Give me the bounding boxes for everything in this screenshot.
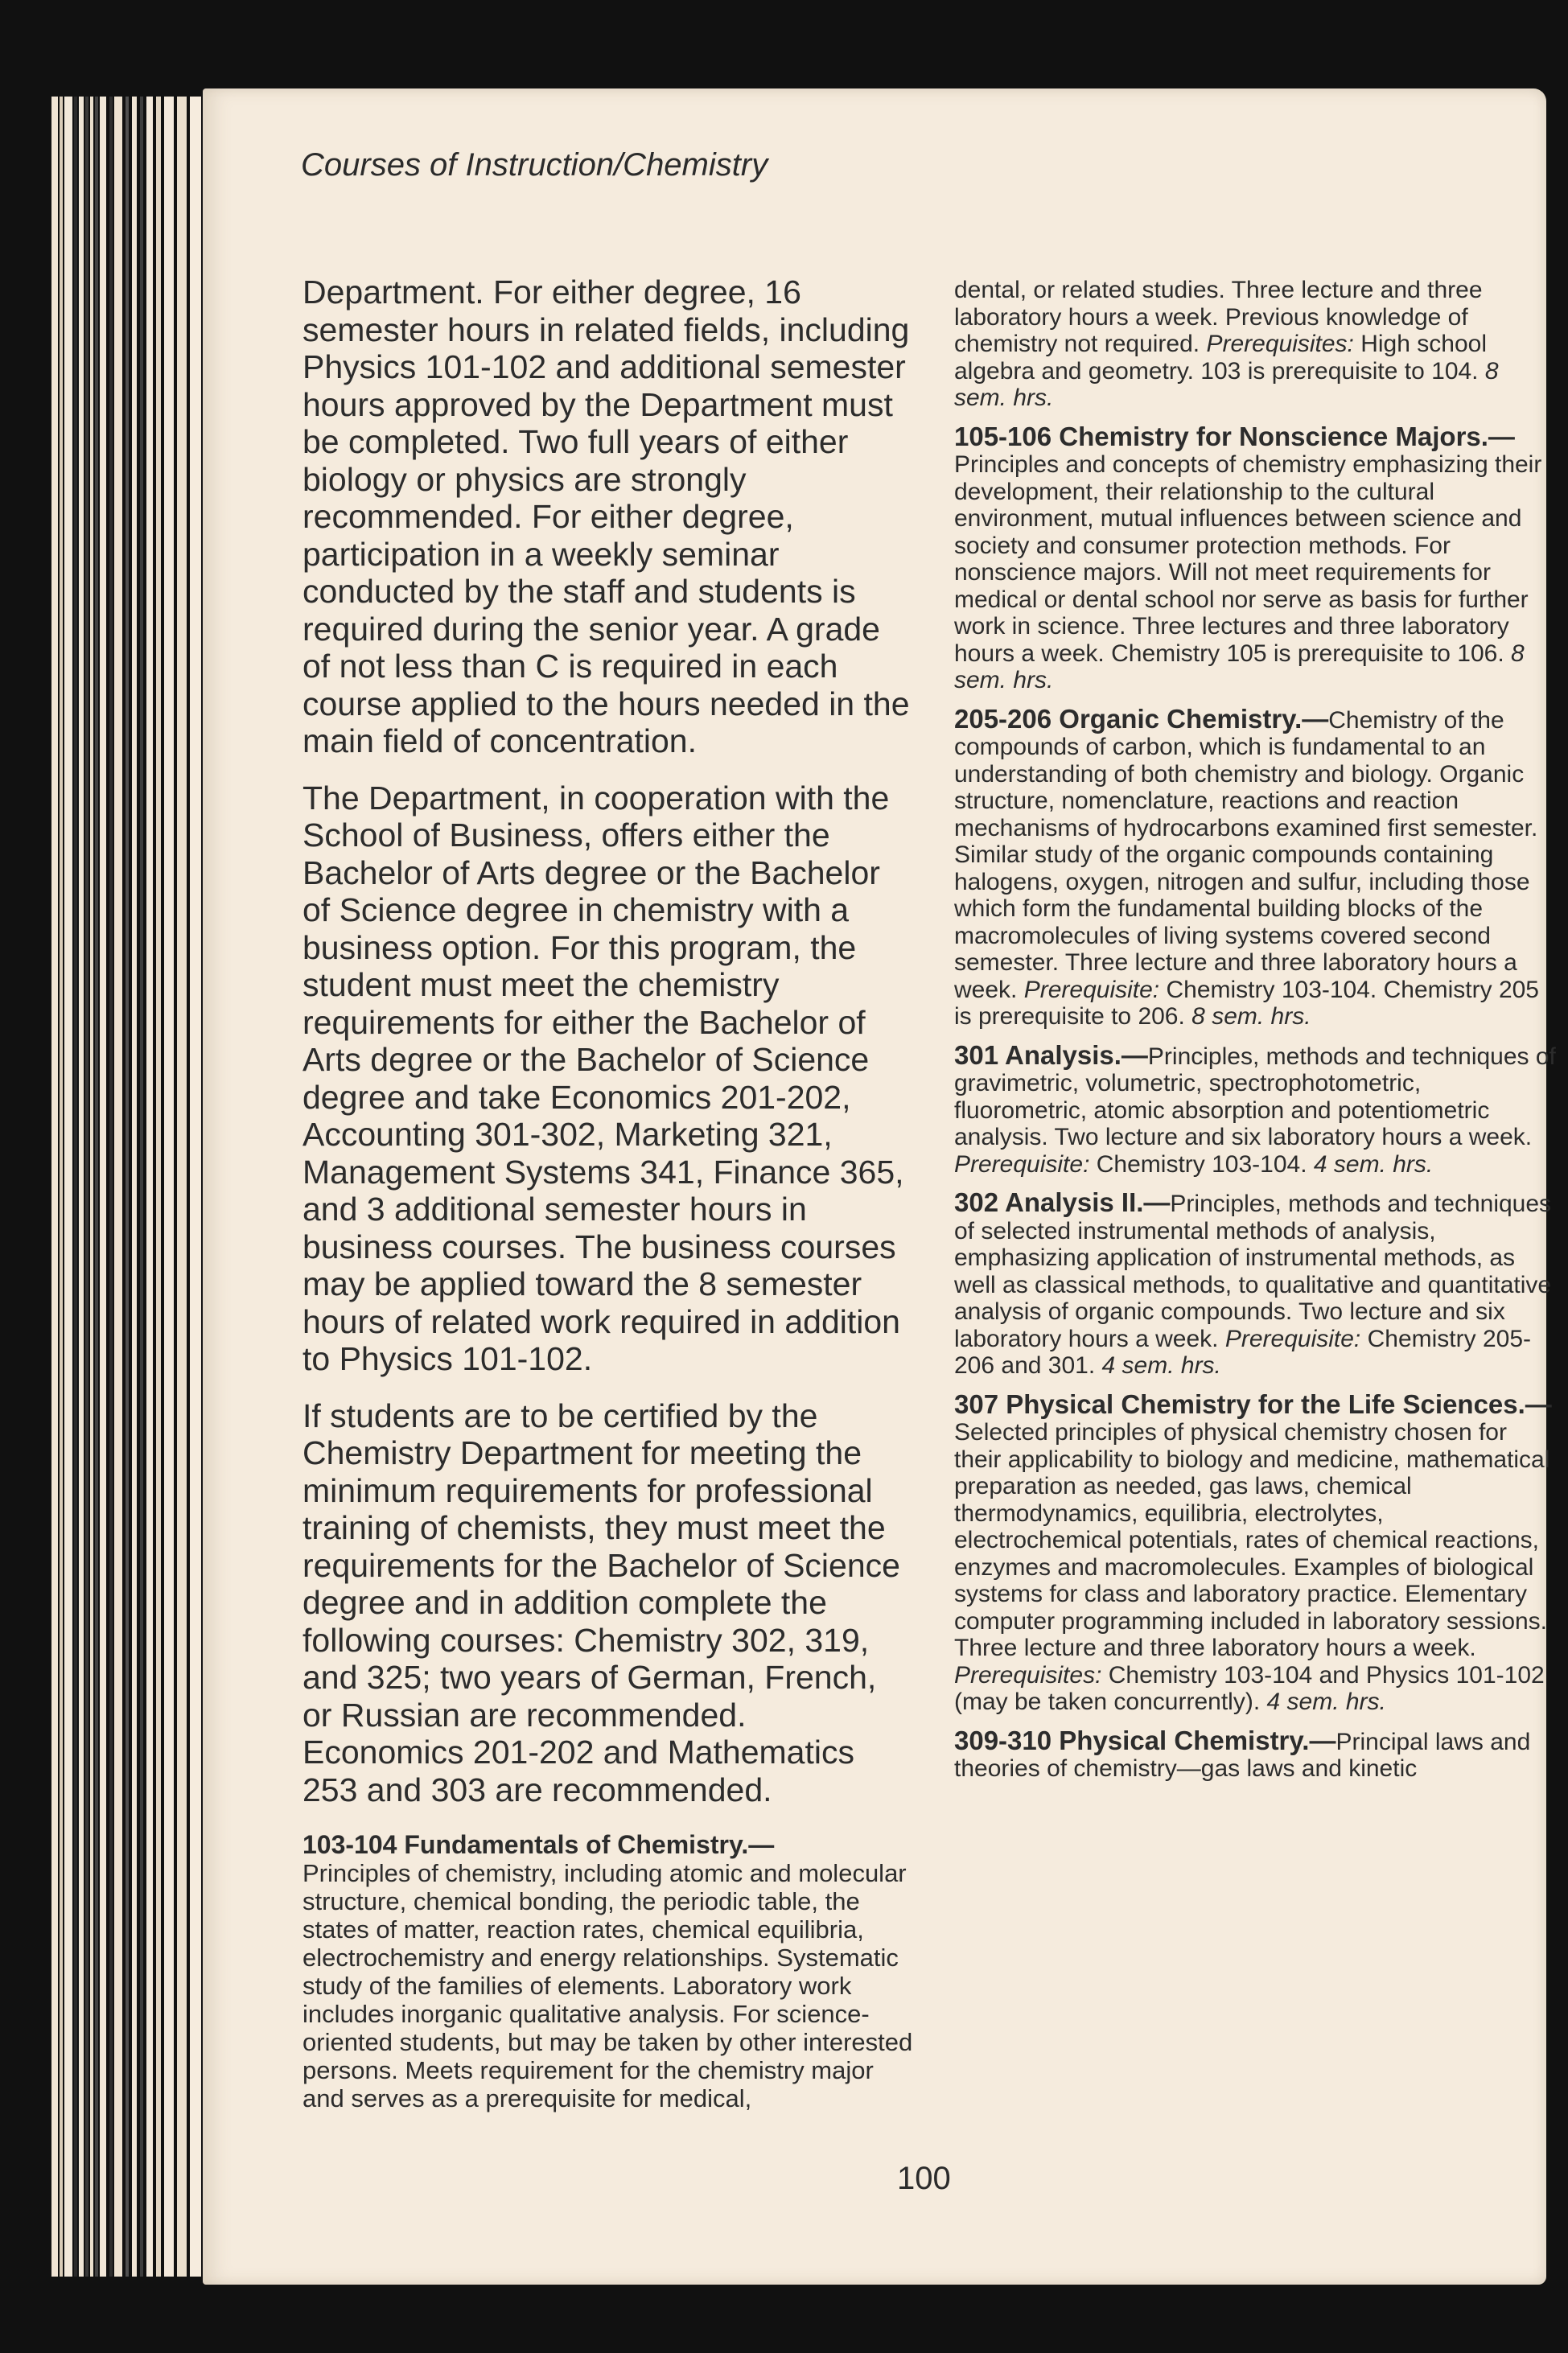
right-column [954, 277, 1556, 1794]
credit-hours: 8 sem. hrs. [954, 357, 1499, 411]
credit-hours: 4 sem. hrs. [1266, 1689, 1386, 1715]
paragraph-degree-requirements: Department. For either degree, 16 semester hours in related fields, including Physics 101-102 and additional semester hours approved by the Department must be completed. Two full years of either biology or physics are strongly recommended. For either degree, participation in a weekly seminar conducted by the staff and students is required during the senior year. A grade of not less than C is required in each course applied to the hours needed in the main field of concentration. [302, 274, 910, 759]
course-title: 301 Analysis.— [954, 1039, 1148, 1070]
prerequisite-text: High school algebra and geometry. 103 is prerequisite to 104. [954, 331, 1487, 385]
left-column [302, 274, 914, 2112]
prerequisite-label: Prerequisites: [954, 1661, 1102, 1689]
course-title: 302 Analysis II.— [954, 1187, 1171, 1217]
course-description: Principal laws and theories of chemistry—gas laws and kinetic [954, 1728, 1531, 1782]
course-description: Chemistry of the compounds of carbon, which is fundamental to an understanding of both chemistry and biology. Organic structure, nomenclature, reactions and reaction mechanisms of hydrocarbons examined first semester. Similar study of the organic compounds containing halogens, oxygen, nitrogen and sulfur, including those which form the fundamental building blocks of the macromolecules of living systems covered second semester. Three lecture and three laboratory hours a week. [954, 706, 1538, 1003]
credit-hours: 8 sem. hrs. [954, 640, 1525, 693]
course-title: 105-106 Chemistry for Nonscience Majors.— [954, 421, 1515, 451]
course-entry-103-104 [302, 1831, 914, 2112]
course-entry-103-104-continued [954, 277, 1556, 412]
course-description: dental, or related studies. Three lecture and three laboratory hours a week. Previous knowledge of chemistry not required. [954, 277, 1483, 357]
running-head: Courses of Instruction/Chemistry [301, 147, 768, 183]
credit-hours: 4 sem. hrs. [1313, 1150, 1434, 1178]
course-description: Principles, methods and techniques of gravimetric, volumetric, spectrophotometric, fluorometric, atomic absorption and potentiometric analysis. Two lecture and six laboratory hours a week. [954, 1043, 1556, 1150]
course-description: Principles, methods and techniques of selected instrumental methods of analysis, emphasizing application of instrumental methods, as well as classical methods, to qualitative and quantitative analysis of organic compounds. Two lecture and six laboratory hours a week. [954, 1191, 1552, 1352]
prerequisite-text: Chemistry 205-206 and 301. [954, 1325, 1531, 1379]
page-number: 100 [897, 2161, 951, 2196]
paragraph-certification: If students are to be certified by the Chemistry Department for meeting the minimum requirements for professional training of chemists, they must meet the requirements for the Bachelor of Science degree and in addition complete the following courses: Chemistry 302, 319, and 325; two years of German, French, or Russian are recommended. Economics 201-202 and Mathematics 253 and 303 are recommended. [302, 1397, 900, 1808]
prerequisite-label: Prerequisite: [954, 1150, 1090, 1178]
course-description: Principles of chemistry, including atomic and molecular structure, chemical bonding, the periodic table, the states of matter, reaction rates, chemical equilibria, electrochemistry and energy relationships. Systematic study of the families of elements. Laboratory work includes inorganic qualitative analysis. For science-oriented students, but may be taken by other interested persons. Meets requirement for the chemistry major and serves as a prerequisite for medical, [302, 1859, 913, 2112]
prerequisite-label: Prerequisites: [1206, 331, 1354, 357]
prerequisite-label: Prerequisite: [1224, 1325, 1361, 1352]
course-entry-205-206 [954, 705, 1556, 1030]
paragraph-business-option: The Department, in cooperation with the School of Business, offers either the Bachelor of Arts degree or the Bachelor of Science degree in chemistry with a business option. For this program, the student must meet the chemistry requirements for either the Bachelor of Arts degree or the Bachelor of Science degree and take Economics 201-202, Accounting 301-302, Marketing 321, Management Systems 341, Finance 365, and 3 additional semester hours in business courses. The business courses may be applied toward the 8 semester hours of related work required in addition to Physics 101-102. [302, 779, 904, 1377]
course-description: Selected principles of physical chemistry chosen for their applicability to biology and medicine, mathematical preparation as needed, gas laws, chemical thermodynamics, equilibria, electrolytes, electrochemical potentials, rates of chemical reactions, enzymes and macromolecules. Examples of biological systems for class and laboratory practice. Elementary computer programming included in laboratory sessions. Three lecture and three laboratory hours a week. [954, 1419, 1550, 1661]
course-title: 103-104 Fundamentals of Chemistry.— [302, 1830, 775, 1859]
prerequisite-text: Chemistry 103-104 and Physics 101-102 (may be taken concurrently). [954, 1661, 1545, 1715]
course-entry-309-310 [954, 1727, 1556, 1783]
course-description: Principles and concepts of chemistry emphasizing their development, their relationship to the cultural environment, mutual influences between science and society and consumer protection methods. For nonscience majors. Will not meet requirements for medical or dental school nor serve as basis for further work in science. Three lectures and three laboratory hours a week. Chemistry 105 is prerequisite to 106. [954, 451, 1542, 667]
prerequisite-label: Prerequisite: [1023, 976, 1160, 1003]
course-title: 309-310 Physical Chemistry.— [954, 1725, 1336, 1755]
prerequisite-text: Chemistry 103-104. Chemistry 205 is prerequisite to 206. [954, 976, 1539, 1030]
credit-hours: 8 sem. hrs. [1191, 1003, 1311, 1030]
course-title: 205-206 Organic Chemistry.— [954, 703, 1329, 734]
credit-hours: 4 sem. hrs. [1101, 1352, 1221, 1379]
course-entry-301 [954, 1039, 1556, 1179]
course-entry-105-106 [954, 423, 1556, 694]
course-title: 307 Physical Chemistry for the Life Sciences.— [954, 1388, 1552, 1419]
course-entry-302 [954, 1189, 1556, 1380]
prerequisite-text: Chemistry 103-104. [1089, 1150, 1314, 1178]
course-entry-307 [954, 1388, 1556, 1716]
